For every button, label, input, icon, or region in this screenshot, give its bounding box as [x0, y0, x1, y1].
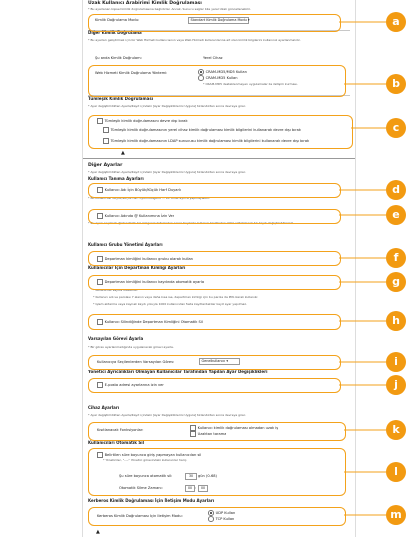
badge-b: b	[386, 74, 406, 94]
web-auth-option-note: * CRAM-MD5 desteklenmeyen uygulamalar ile iletişim kurması.	[203, 83, 298, 86]
section-title-integrated-auth: Tümleşik Kimlik Doğrulaması	[88, 96, 154, 101]
section-title-manager: Yönetici Ayrıcalıkları Olmayan Kullanıcılar Tarafından Yapılan Ayar Değişiklikleri	[88, 370, 268, 374]
kerberos-tcp-radio[interactable]: TCP Kullan	[208, 516, 234, 522]
other-auth-note: * Bu ayarları geliştirmek için bir Web Hizmeti kullanıcısının veya Web Hizmeti kullanıcılarına ait olan kimlik bilgilerini kullanınız ayarlanmalıdır.	[88, 39, 301, 42]
badge-d: d	[386, 180, 406, 200]
dept-note-2: * Kullanıcı adı ve parolası 7 alanın veya daha kısa ise, departman kimliği için bu parola da PIN olarak kullanılır.	[93, 296, 259, 299]
section-title-device: Cihaz Ayarları	[88, 405, 120, 410]
badge-l: l	[386, 462, 406, 482]
section-title-other-auth: Diğer Kimlik Doğrulama	[88, 30, 142, 35]
badge-j: j	[386, 375, 406, 395]
auto-delete-minute-input[interactable]: 00	[198, 485, 208, 492]
device-auth-value: Yerel Cihaz	[203, 56, 223, 60]
auth-mode-label: Kimlik Doğrulama Modu:	[95, 18, 140, 22]
case-sensitive-checkbox[interactable]: Kullanıcı Adı İçin Büyük/Küçük Harf Duyarlı	[97, 187, 181, 193]
collapse-icon[interactable]: ▲	[121, 150, 125, 156]
kerberos-udp-radio[interactable]: UDP Kullan	[208, 510, 235, 516]
collapse-icon-bottom[interactable]: ▲	[96, 529, 100, 535]
auto-delete-time-label: Otomatik Silme Zamanı:	[119, 486, 163, 490]
email-settings-checkbox[interactable]: E-posta adresi ayarlarına izin ver	[97, 382, 164, 388]
badge-h: h	[386, 311, 406, 331]
restrict-remote-print-checkbox[interactable]: Kullanıcı kimlik doğrulaması olmadan uzak iş	[190, 425, 278, 431]
section-title-department: Kullanıcılar İçin Departman Kimliği Ayarları	[88, 265, 186, 270]
section-title-group: Kullanıcı Grubu Yönetimi Ayarları	[88, 242, 163, 247]
auth-mode-select[interactable]: Standart Kimlik Doğrulama Modu ▾	[188, 17, 249, 24]
badge-m: m	[386, 505, 406, 525]
integrated-auth-checkbox-2[interactable]: Tümleşik kimlik doğrulamasının yerel cihaz kimlik doğrulaması kimlik bilgilerini kullanarak devre dışı bırak	[103, 127, 351, 133]
badge-e: e	[386, 205, 406, 225]
dept-as-group-checkbox[interactable]: Departman kimliğini kullanıcı grubu olarak kullan	[97, 256, 193, 262]
other-settings-note: * Ayar değiştirildikten Ayarla/Kayıt içindeki [Ayar Değişikliklerini Uygula] tıklandıktan sonra devreye girer.	[88, 171, 246, 174]
restrict-remote-scan-checkbox[interactable]: Uzaktan tarama	[190, 431, 226, 437]
dept-note-3: * İşlem aktarma veya kaynak kaydı yoluyla 1000 kullanıcıdan fazla kayıtlardakiler kayıt ayar yapılmaz.	[93, 303, 247, 306]
integrated-auth-checkbox-1[interactable]: Tümleşik kimlik doğrulamasını devre dışı bırak	[97, 118, 188, 124]
allow-at-note: * Bu ayarı seçilerek @'den farklı bir simgenin listesinden sonra Sayılarla kullanıcı tarafından dahil edilebilecek bir kaydı değiştirebilirsiniz.	[88, 222, 295, 225]
badge-f: f	[386, 248, 406, 268]
auto-delete-hour-input[interactable]: 00	[185, 485, 195, 492]
case-sensitive-note: * Bu kullanıcılar büyük/küçük harf uyumluluğunu ... bir cihaz ayrıca yapmayabilir.	[88, 197, 210, 200]
badge-a: a	[386, 12, 406, 32]
dept-auto-checkbox[interactable]: Departman kimliğini kullanıcı kaydında otomatik ayarla	[97, 279, 204, 285]
dept-note-1: * Kullanıcılar sayıca olabilirler.	[93, 289, 138, 292]
section-title-default-function: Varsayılan Görevi Ayarla	[88, 336, 144, 341]
section-title-user-auth: Uzak Kullanıcı Arabirimi Kimlik Doğrulaması	[88, 1, 202, 6]
restrict-functions-label: Kısıtlanacak Fonksiyonlar:	[97, 428, 144, 432]
user-auth-note: * Bu ayarlanan kişisel kimlik doğrulamasına bağlıdırlar. Ancak, Sunucu sağlar bile yerel Uzak güncellenebilir.	[88, 8, 251, 11]
badge-c: c	[386, 118, 406, 138]
badge-i: i	[386, 352, 406, 372]
web-auth-label: Web Hizmeti Kimlik Doğrulama Yöntemi:	[95, 71, 168, 75]
badge-k: k	[386, 420, 406, 440]
auto-delete-checkbox[interactable]: Belirtilen süre boyunca giriş yapmayan kullanıcıları sil	[97, 452, 201, 458]
default-function-note: * Bir görev ayarlanmadığında uygulanacak görevi ayarla.	[88, 346, 174, 349]
web-auth-option-1[interactable]: CRAM-MD5/MD5 Kullan	[198, 69, 247, 75]
integrated-auth-checkbox-3[interactable]: Tümleşik kimlik doğrulamasının LDAP sunucusu kimlik doğrulaması kimlik bilgilerini kullanarak devre dışı bırak	[103, 138, 351, 144]
integrated-auth-note: * Ayar değiştirildikten Ayarla/Kayıt içindeki [Ayar Değişikliklerini Uygula] tıklandıktan sonra devreye girer.	[88, 105, 246, 108]
allow-at-checkbox[interactable]: Kullanıcı Adında @ Kullanımına İzin Ver	[97, 213, 174, 219]
kerberos-label: Kerberos Kimlik Doğrulaması İçin İletişim Modu:	[97, 514, 183, 518]
dept-delete-checkbox[interactable]: Kullanıcı Silindiğinde Departman Kimliğini Otomatik Sil	[97, 319, 203, 325]
device-auth-label: Şu anda Kimlik Doğrulam:	[95, 56, 142, 60]
auto-delete-days-unit: gün (0-68)	[198, 474, 217, 478]
auto-delete-days-input[interactable]: 30	[185, 473, 197, 480]
time-separator: :	[195, 486, 197, 490]
default-function-select[interactable]: Genelkullanıcı ▾	[199, 358, 240, 365]
web-auth-option-2[interactable]: CRAM-MD5 Kullan	[198, 75, 238, 81]
badge-g: g	[386, 272, 406, 292]
device-settings-note: * Ayar değiştirildikten Ayarla/Kayıt içindeki [Ayar Değişikliklerini Uygula] tıklandıktan sonra devreye girer.	[88, 414, 246, 417]
section-title-auto-delete: Kullanıcıları Otomatik Sil	[88, 440, 144, 445]
section-title-other-settings: Diğer Ayarlar	[88, 163, 123, 168]
default-function-label: Kullanıcıya Seçilenlerden Varsayılan Görev:	[97, 360, 175, 364]
section-title-kerberos: Kerberos Kimlik Doğrulaması İçin İletişim Modu Ayarları	[88, 498, 215, 503]
section-title-username: Kullanıcı Tanıma Ayarları	[88, 176, 144, 181]
auto-delete-note: * Yöneticiler, "----" Yönetici görevindeki kullanıcılar hariç.	[103, 459, 188, 462]
auto-delete-days-label: Şu süre boyunca otomatik sil:	[119, 474, 173, 478]
